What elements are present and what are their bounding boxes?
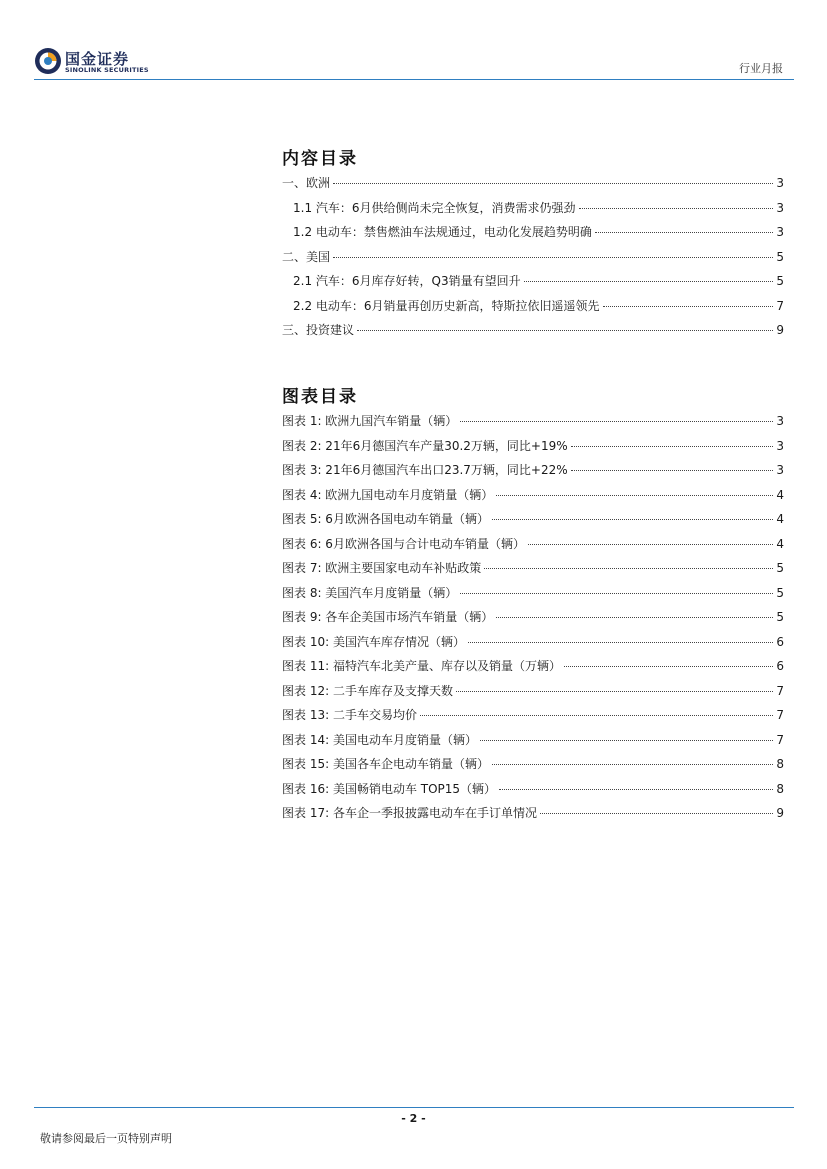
dot-leader	[480, 740, 773, 741]
figure-entry[interactable]	[282, 706, 784, 731]
dot-leader	[460, 593, 773, 594]
figure-entry[interactable]	[282, 412, 784, 437]
figure-entry-label: 图表 7: 欧洲主要国家电动车补贴政策	[282, 561, 482, 575]
dot-leader	[492, 519, 773, 520]
toc-entry-label: 三、投资建议	[282, 323, 355, 337]
dot-leader	[528, 544, 773, 545]
figure-entry-label: 图表 8: 美国汽车月度销量（辆）	[282, 585, 458, 600]
figure-entry-page: 6	[776, 659, 784, 673]
dot-leader	[357, 330, 773, 331]
figures-title: 图表目录	[282, 387, 358, 407]
logo-mark-icon	[34, 47, 62, 75]
figure-entry-page: 3	[776, 438, 784, 453]
figure-entry-page: 5	[776, 561, 784, 575]
toc-entry[interactable]	[282, 174, 784, 199]
toc-entry-label: 1.2 电动车：禁售燃油车法规通过，电动化发展趋势明确	[293, 225, 592, 239]
figure-entry[interactable]	[282, 584, 784, 609]
toc-entry[interactable]	[282, 272, 784, 297]
figure-entry-page: 8	[776, 781, 784, 796]
dot-leader	[492, 764, 773, 765]
figure-entry-label: 图表 11: 福特汽车北美产量、库存以及销量（万辆）	[282, 659, 561, 673]
figure-entry-page: 5	[776, 585, 784, 600]
dot-leader	[499, 789, 773, 790]
figure-entry-page: 5	[776, 610, 784, 624]
figure-entry-label: 图表 2: 21年6月德国汽车产量30.2万辆，同比+19%	[282, 438, 568, 453]
toc-entry-page: 5	[776, 274, 784, 288]
toc-entry[interactable]	[282, 199, 784, 224]
dot-leader	[460, 421, 773, 422]
figure-entry[interactable]	[282, 657, 784, 682]
figure-entry[interactable]	[282, 804, 784, 829]
company-logo	[34, 47, 154, 77]
list-of-figures	[282, 412, 784, 829]
figure-entry-label: 图表 3: 21年6月德国汽车出口23.7万辆，同比+22%	[282, 463, 568, 477]
figure-entry-label: 图表 1: 欧洲九国汽车销量（辆）	[282, 414, 458, 428]
figure-entry-page: 4	[776, 487, 784, 502]
figure-entry[interactable]	[282, 486, 784, 511]
contents-title: 内容目录	[282, 149, 358, 169]
toc-entry-page: 9	[776, 323, 784, 337]
toc-entry-label: 一、欧洲	[282, 176, 331, 190]
toc-entry-page: 5	[776, 249, 784, 264]
dot-leader	[496, 617, 773, 618]
figure-entry-label: 图表 4: 欧洲九国电动车月度销量（辆）	[282, 487, 494, 502]
toc-entry-page: 7	[776, 298, 784, 313]
dot-leader	[524, 281, 774, 282]
figure-entry-label: 图表 14: 美国电动车月度销量（辆）	[282, 732, 477, 747]
page-number: - 2 -	[401, 1112, 426, 1125]
dot-leader	[579, 208, 774, 209]
toc-entry-page: 3	[776, 200, 784, 215]
figure-entry-page: 7	[776, 732, 784, 747]
figure-entry-label: 图表 17: 各车企一季报披露电动车在手订单情况	[282, 806, 537, 820]
figure-entry-page: 7	[776, 708, 784, 722]
figure-entry-page: 6	[776, 634, 784, 649]
dot-leader	[484, 568, 773, 569]
figure-entry-label: 图表 6: 6月欧洲各国与合计电动车销量（辆）	[282, 536, 525, 551]
dot-leader	[540, 813, 773, 814]
dot-leader	[468, 642, 773, 643]
logo-english-name: SINOLINK SECURITIES	[65, 66, 149, 74]
figure-entry-page: 4	[776, 536, 784, 551]
page-header	[0, 0, 827, 82]
figure-entry[interactable]	[282, 461, 784, 486]
figure-entry-page: 7	[776, 683, 784, 698]
figure-entry[interactable]	[282, 437, 784, 462]
figure-entry-label: 图表 9: 各车企美国市场汽车销量（辆）	[282, 610, 494, 624]
toc-entry-page: 3	[776, 225, 784, 239]
figure-entry[interactable]	[282, 731, 784, 756]
dot-leader	[456, 691, 773, 692]
toc-entry-label: 二、美国	[282, 249, 331, 264]
toc-entry[interactable]	[282, 248, 784, 273]
figure-entry-page: 3	[776, 414, 784, 428]
figure-entry-label: 图表 12: 二手车库存及支撑天数	[282, 683, 453, 698]
dot-leader	[420, 715, 773, 716]
logo-chinese-name: 国金证券	[65, 50, 130, 68]
table-of-contents	[282, 174, 784, 346]
figure-entry-page: 8	[776, 757, 784, 771]
disclaimer-note: 敬请参阅最后一页特别声明	[40, 1132, 172, 1145]
toc-entry[interactable]	[282, 321, 784, 346]
figure-entry-page: 9	[776, 806, 784, 820]
footer-divider	[34, 1107, 794, 1108]
dot-leader	[564, 666, 773, 667]
toc-entry[interactable]	[282, 223, 784, 248]
figure-entry-label: 图表 5: 6月欧洲各国电动车销量（辆）	[282, 512, 489, 526]
figure-entry[interactable]	[282, 682, 784, 707]
dot-leader	[571, 446, 774, 447]
figure-entry[interactable]	[282, 608, 784, 633]
figure-entry[interactable]	[282, 755, 784, 780]
dot-leader	[571, 470, 774, 471]
toc-entry-label: 2.2 电动车：6月销量再创历史新高，特斯拉依旧遥遥领先	[293, 298, 600, 313]
figure-entry-label: 图表 10: 美国汽车库存情况（辆）	[282, 634, 465, 649]
figure-entry[interactable]	[282, 510, 784, 535]
figure-entry-label: 图表 13: 二手车交易均价	[282, 708, 417, 722]
figure-entry-label: 图表 16: 美国畅销电动车 TOP15（辆）	[282, 781, 497, 796]
dot-leader	[333, 257, 773, 258]
figure-entry[interactable]	[282, 633, 784, 658]
report-type-label: 行业月报	[739, 62, 783, 75]
figure-entry[interactable]	[282, 559, 784, 584]
toc-entry-page: 3	[776, 176, 784, 190]
figure-entry-page: 4	[776, 512, 784, 526]
dot-leader	[603, 306, 774, 307]
figure-entry-label: 图表 15: 美国各车企电动车销量（辆）	[282, 757, 489, 771]
dot-leader	[595, 232, 773, 233]
figure-entry[interactable]	[282, 535, 784, 560]
toc-entry-label: 2.1 汽车：6月库存好转，Q3销量有望回升	[293, 274, 521, 288]
dot-leader	[333, 183, 773, 184]
figure-entry-page: 3	[776, 463, 784, 477]
figure-entry[interactable]	[282, 780, 784, 805]
toc-entry-label: 1.1 汽车：6月供给侧尚未完全恢复，消费需求仍强劲	[293, 200, 576, 215]
toc-entry[interactable]	[282, 297, 784, 322]
header-divider	[34, 79, 794, 80]
dot-leader	[496, 495, 773, 496]
